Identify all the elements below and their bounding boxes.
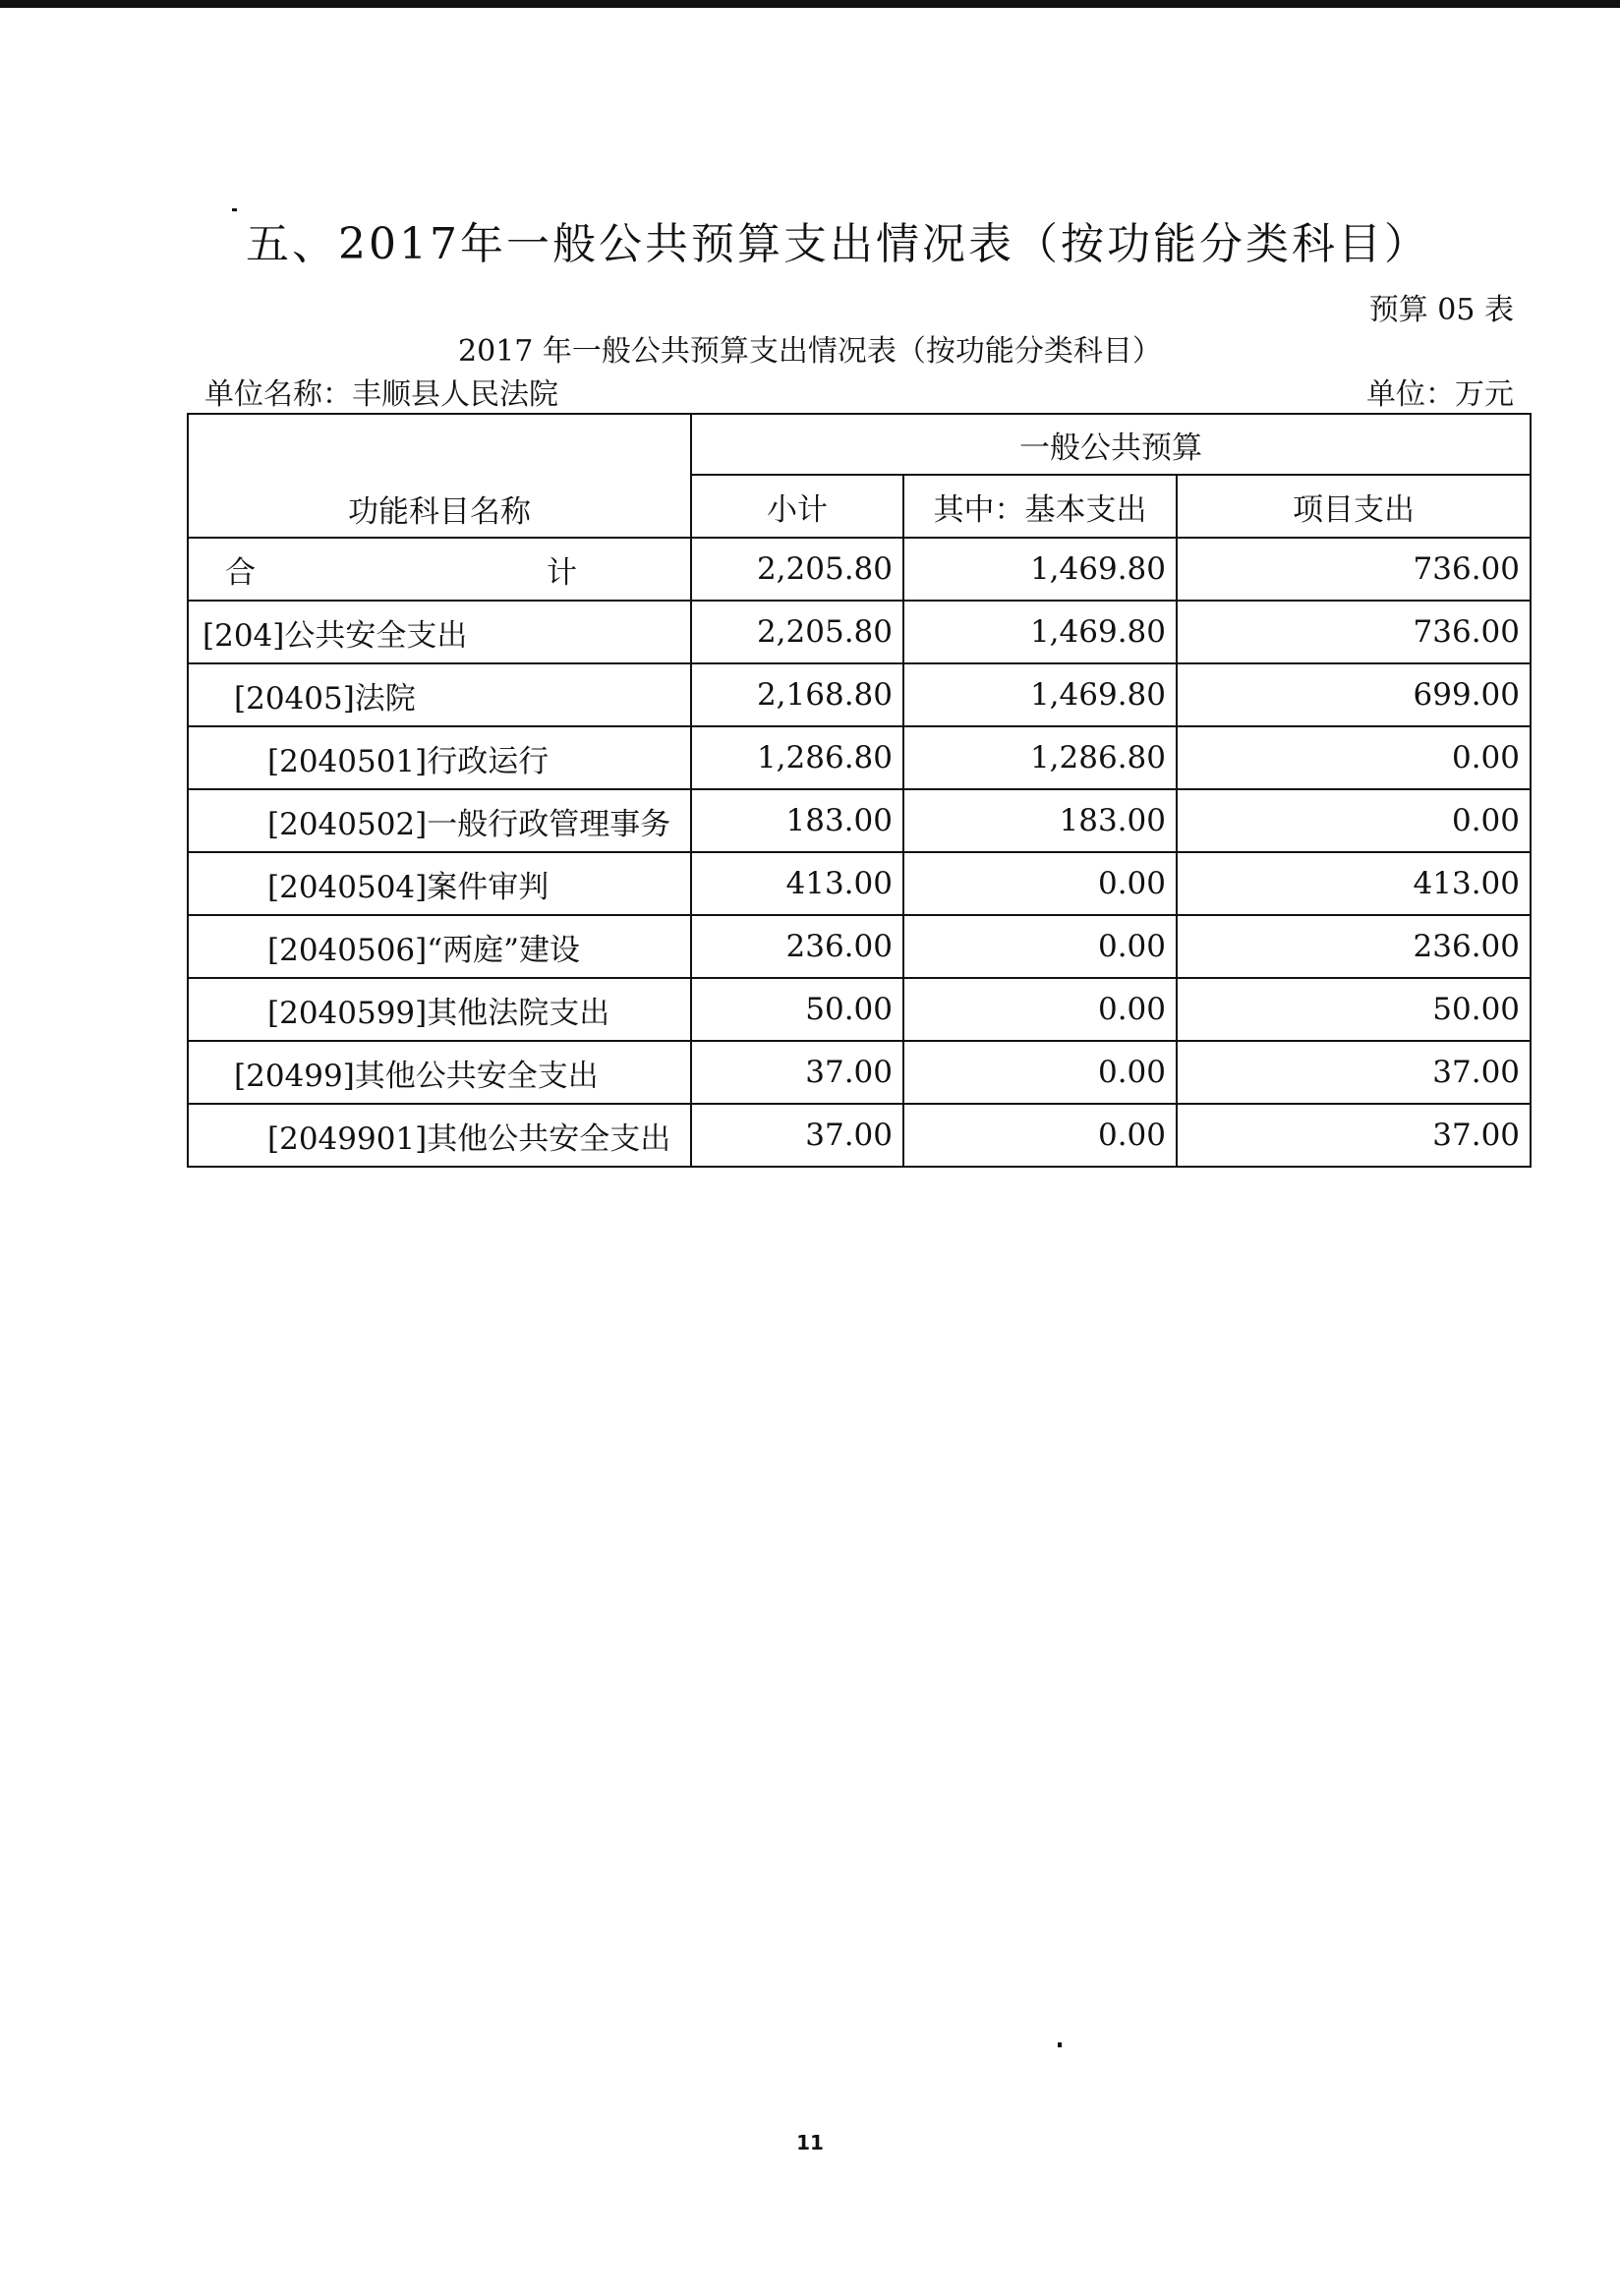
row-project: 37.00 xyxy=(1177,1104,1531,1167)
row-basic: 1,469.80 xyxy=(903,663,1177,726)
unit-name: 单位名称：丰顺县人民法院 xyxy=(204,377,558,412)
row-project: 236.00 xyxy=(1177,915,1531,978)
row-basic: 0.00 xyxy=(903,1041,1177,1104)
col-header-subtotal: 小计 xyxy=(691,475,903,538)
row-subtotal: 1,286.80 xyxy=(691,726,903,789)
row-project: 736.00 xyxy=(1177,538,1531,601)
row-basic: 0.00 xyxy=(903,852,1177,915)
section-title: 五、2017年一般公共预算支出情况表（按功能分类科目） xyxy=(246,219,1430,269)
table-row xyxy=(188,915,1531,978)
col-header-group: 一般公共预算 xyxy=(691,414,1531,475)
table-row xyxy=(188,852,1531,915)
row-subtotal: 236.00 xyxy=(691,915,903,978)
row-basic: 183.00 xyxy=(903,789,1177,852)
row-basic: 1,469.80 xyxy=(903,601,1177,663)
row-project: 0.00 xyxy=(1177,726,1531,789)
unit-row xyxy=(204,370,1514,413)
page-number: 11 xyxy=(796,2131,824,2154)
row-basic: 0.00 xyxy=(903,1104,1177,1167)
table-row xyxy=(188,789,1531,852)
table-header-row xyxy=(188,414,1531,475)
unit-label: 单位：万元 xyxy=(1366,377,1514,412)
scan-speck xyxy=(232,208,237,211)
row-project: 0.00 xyxy=(1177,789,1531,852)
row-basic: 1,469.80 xyxy=(903,538,1177,601)
row-project: 50.00 xyxy=(1177,978,1531,1041)
row-project: 37.00 xyxy=(1177,1041,1531,1104)
row-name: [20499]其他公共安全支出 xyxy=(188,1041,691,1104)
row-project: 413.00 xyxy=(1177,852,1531,915)
table-row xyxy=(188,1041,1531,1104)
table-row-total xyxy=(188,538,1531,601)
row-basic: 1,286.80 xyxy=(903,726,1177,789)
row-subtotal: 50.00 xyxy=(691,978,903,1041)
row-basic: 0.00 xyxy=(903,978,1177,1041)
budget-table xyxy=(187,413,1532,1168)
row-project: 736.00 xyxy=(1177,601,1531,663)
col-header-project: 项目支出 xyxy=(1177,475,1531,538)
table-number: 预算 05 表 xyxy=(1368,293,1514,327)
row-basic: 0.00 xyxy=(903,915,1177,978)
table-row xyxy=(188,978,1531,1041)
row-project: 699.00 xyxy=(1177,663,1531,726)
table-row xyxy=(188,601,1531,663)
col-header-name: 功能科目名称 xyxy=(188,414,691,538)
scan-speck xyxy=(1058,2042,1062,2047)
row-subtotal: 2,205.80 xyxy=(691,601,903,663)
row-subtotal: 183.00 xyxy=(691,789,903,852)
row-subtotal: 413.00 xyxy=(691,852,903,915)
col-header-basic: 其中：基本支出 xyxy=(903,475,1177,538)
row-name: [204]公共安全支出 xyxy=(188,601,691,663)
row-name: [2040506]“两庭”建设 xyxy=(188,915,691,978)
row-name: [2049901]其他公共安全支出 xyxy=(188,1104,691,1167)
row-subtotal: 2,168.80 xyxy=(691,663,903,726)
table-row xyxy=(188,726,1531,789)
scan-top-edge xyxy=(0,0,1620,8)
row-name: [2040599]其他法院支出 xyxy=(188,978,691,1041)
row-name: [2040502]一般行政管理事务 xyxy=(188,789,691,852)
row-name: [2040504]案件审判 xyxy=(188,852,691,915)
row-name: [2040501]行政运行 xyxy=(188,726,691,789)
row-subtotal: 37.00 xyxy=(691,1104,903,1167)
row-name: [20405]法院 xyxy=(188,663,691,726)
row-subtotal: 37.00 xyxy=(691,1041,903,1104)
row-subtotal: 2,205.80 xyxy=(691,538,903,601)
table-row xyxy=(188,1104,1531,1167)
row-name: 合 计 xyxy=(188,538,691,601)
table-row xyxy=(188,663,1531,726)
table-title: 2017 年一般公共预算支出情况表（按功能分类科目） xyxy=(458,334,1162,369)
